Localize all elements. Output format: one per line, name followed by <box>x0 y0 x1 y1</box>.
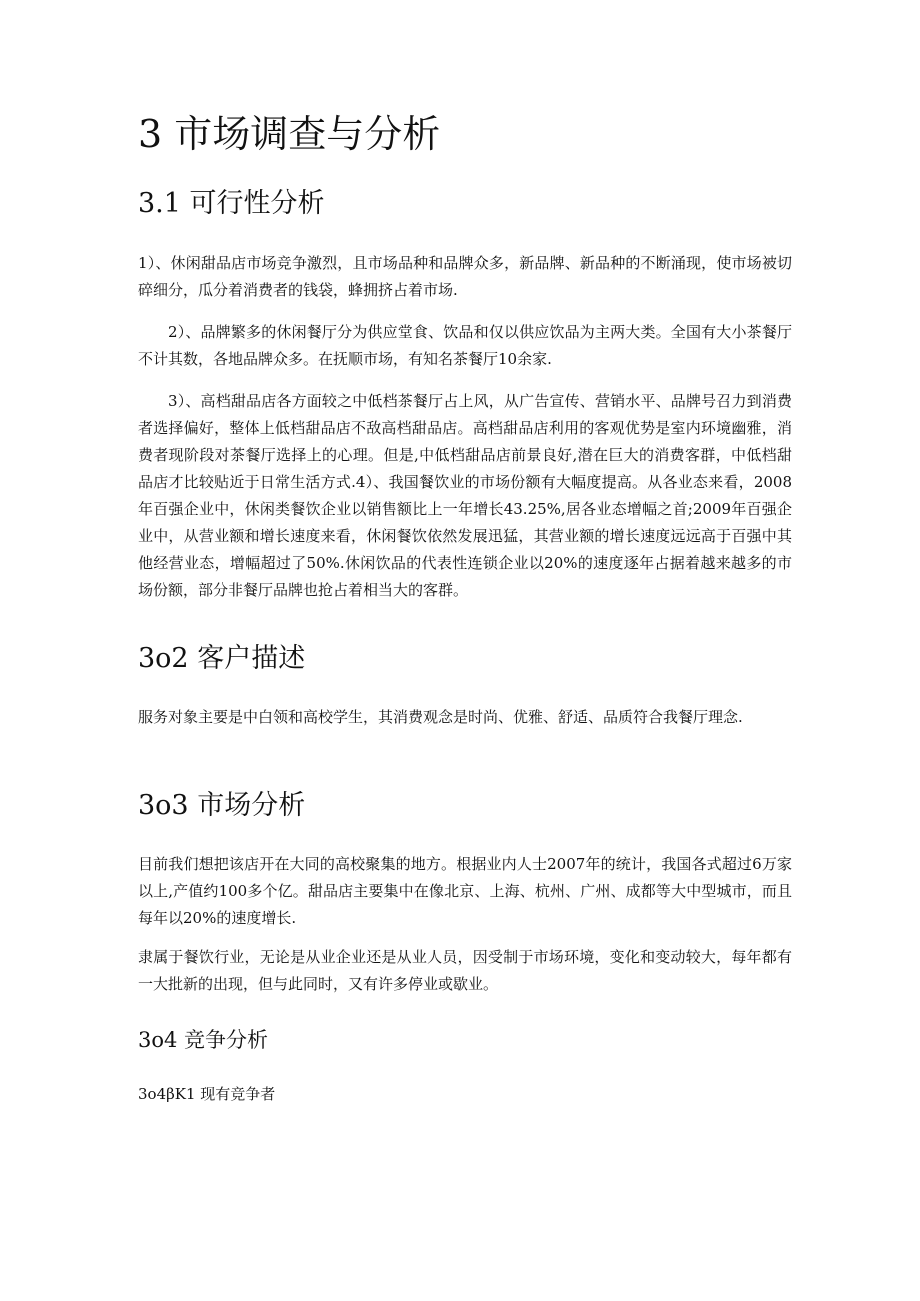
paragraph-3-2-1: 服务对象主要是中白领和高校学生，其消费观念是时尚、优雅、舒适、品质符合我餐厅理念. <box>138 708 743 726</box>
section-heading-3-2: 3o2 客户描述 <box>138 643 306 674</box>
section-heading-3-1: 3.1 可行性分析 <box>138 188 325 219</box>
paragraph-3-1-3: 3）、高档甜品店各方面较之中低档茶餐厅占上风，从广告宣传、营销水平、品牌号召力到消费者选择偏好，整体上低档甜品店不敌高档甜品店。高档甜品店利用的客观优势是室内环境幽雅，消费者现阶段对茶餐厅选择上的心理。但是,中低档甜品店前景良好,潜在巨大的消费客群，中低档甜品店才比较贴近于日常生活方式.4）、我国餐饮业的市场份额有大幅度提高。从各业态来看，2008年百强企业中，休闲类餐饮企业以销售额比上一年增长43.25%,居各业态增幅之首;2009年百强企业中，从营业额和增长速度来看，休闲餐饮依然发展迅猛，其营业额的增长速度远远高于百强中其他经营业态，增幅超过了50%.休闲饮品的代表性连锁企业以20%的速度逐年占据着越来越多的市场份额，部分非餐厅品牌也抢占着相当大的客群。 <box>138 392 792 599</box>
paragraph-3-3-1: 目前我们想把该店开在大同的高校聚集的地方。根据业内人士2007年的统计，我国各式超过6万家以上,产值约100多个亿。甜品店主要集中在像北京、上海、杭州、广州、成都等大中型城市，而且每年以20%的速度增长. <box>138 855 792 927</box>
section-heading-3-3: 3o3 市场分析 <box>138 790 306 821</box>
paragraph-3-1-2: 2）、品牌繁多的休闲餐厅分为供应堂食、饮品和仅以供应饮品为主两大类。全国有大小茶餐厅不计其数，各地品牌众多。在抚顺市场，有知名茶餐厅10余家. <box>138 323 792 368</box>
sub-heading-3-4-1: 3o4βK1 现有竞争者 <box>138 1085 276 1103</box>
paragraph-3-1-1: 1）、休闲甜品店市场竞争激烈，且市场品种和品牌众多，新品牌、新品种的不断涌现，使市场被切碎细分，瓜分着消费者的钱袋，蜂拥挤占着市场. <box>138 254 792 299</box>
page-title: 3 市场调查与分析 <box>138 112 441 156</box>
section-heading-3-4: 3o4 竞争分析 <box>138 1028 269 1052</box>
paragraph-3-3-2: 隶属于餐饮行业，无论是从业企业还是从业人员，因受制于市场环境，变化和变动较大，每年都有一大批新的出现，但与此同时，又有许多停业或歇业。 <box>138 948 792 993</box>
